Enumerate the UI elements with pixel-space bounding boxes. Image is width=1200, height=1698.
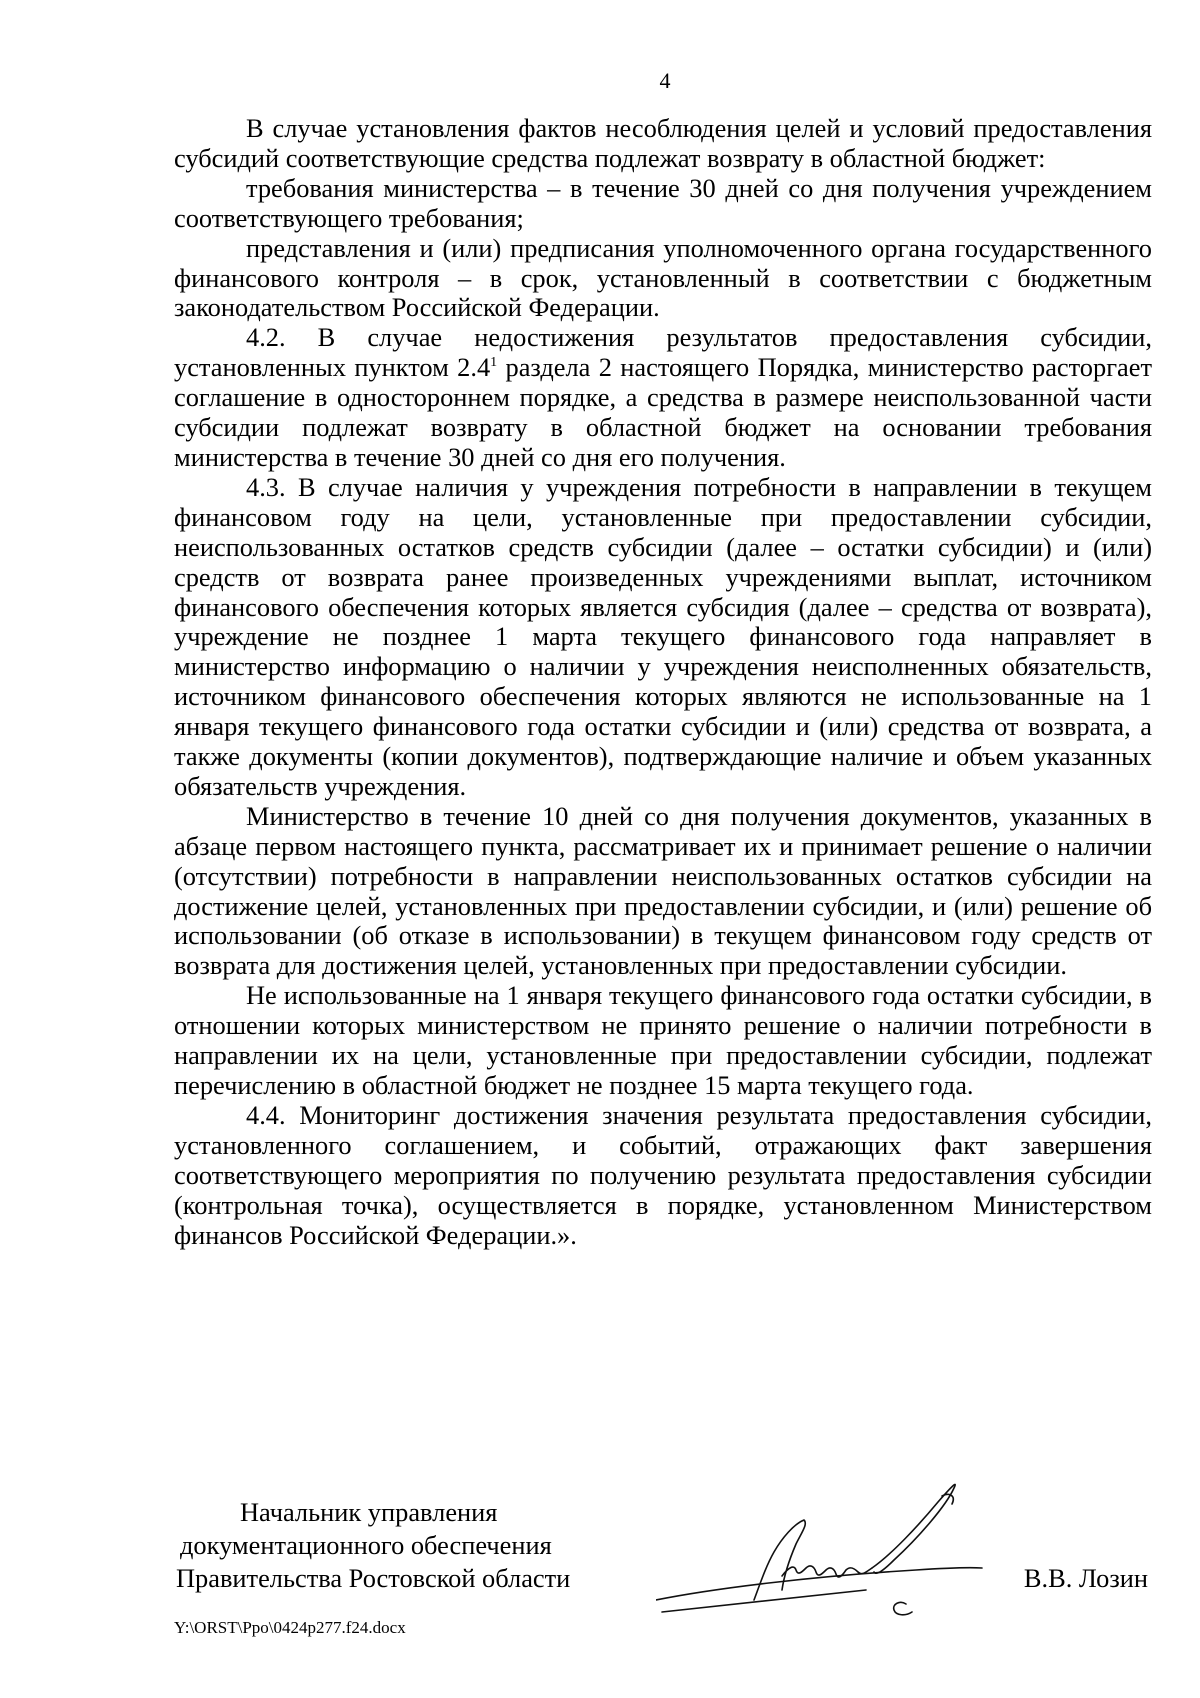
paragraph-control-body-order: представления и (или) предписания уполномоченного органа государственного финансового контроля – в срок, установленный в соответствии с бюджетным законодательством Российской Федерации.: [174, 232, 1152, 323]
signer-position: [176, 1496, 570, 1595]
footnote-superscript: 1: [490, 355, 498, 371]
signer-position-line: Правительства Ростовской области: [176, 1563, 571, 1593]
paragraph-ministry-decision: Министерство в течение 10 дней со дня получения документов, указанных в абзаце первом настоящего пункта, рассматривает их и принимает решение о наличии (отсутствии) потребности в направлении неиспользованных остатков субсидии на достижение целей, установленных при предоставлении субсидии, и (или) решение об использовании (об отказе в использовании) в текущем финансовом году средств от возврата для достижения целей, установленных при предоставлении субсидии.: [174, 800, 1152, 981]
signer-position-line: Начальник управления: [240, 1497, 498, 1527]
paragraph-4-3: 4.3. В случае наличия у учреждения потребности в направлении в текущем финансовом году на цели, установленные при предоставлении субсидии, неиспользованных остатков средств субсидии (далее – остатки субсидии) и (или) средств от возврата ранее произведенных учреждениями выплат, источником финансового обеспечения которых является субсидия (далее – средства от возврата), учреждение не позднее 1 марта текущего финансового года направляет в министерство информацию о наличии у учреждения неисполненных обязательств, источником финансового обеспечения которых являются не использованные на 1 января текущего финансового года остатки субсидии и (или) средства от возврата, а также документы (копии документов), подтверждающие наличие и объем указанных обязательств учреждения.: [174, 471, 1152, 801]
paragraph-4-2-text: 4.2. В случае недостижения результатов предоставления субсидии, установленных пунктом 2.4: [174, 322, 1152, 383]
page-number: 4: [659, 68, 671, 93]
signer-position-line: документационного обеспечения: [180, 1530, 552, 1560]
paragraph-unused-balances: Не использованные на 1 января текущего финансового года остатки субсидии, в отношении которых министерством не принято решение о наличии потребности в направлении их на цели, установленные при предоставлении субсидии, подлежат перечислению в областной бюджет не позднее 15 марта текущего года.: [174, 980, 1152, 1100]
paragraph-ministry-requirement: требования министерства – в течение 30 дней со дня получения учреждением соответствующего требования;: [174, 172, 1152, 233]
paragraph-return-of-funds: В случае установления фактов несоблюдения целей и условий предоставления субсидий соответствующие средства подлежат возврату в областной бюджет:: [174, 113, 1152, 173]
paragraph-4-2: [174, 323, 1152, 473]
document-body: [174, 114, 1152, 1250]
paragraph-4-2-continuation: раздела 2 настоящего Порядка, министерство расторгает соглашение в одностороннем порядке, а средства в размере неиспользованной части субсидии подлежат возврату в областной бюджет на основании требования министерства в течение 30 дней со дня его получения.: [174, 352, 1152, 472]
file-path: Y:\ORST\Ppo\0424p277.f24.docx: [174, 1618, 406, 1637]
paragraph-4-4: 4.4. Мониторинг достижения значения результата предоставления субсидии, установленного соглашением, и событий, отражающих факт завершения соответствующего мероприятия по получению результата предоставления субсидии (контрольная точка), осуществляется в порядке, установленном Министерством финансов Российской Федерации.».: [174, 1099, 1152, 1250]
signer-name: В.В. Лозин: [1023, 1563, 1148, 1593]
handwritten-signature: [656, 1472, 996, 1632]
